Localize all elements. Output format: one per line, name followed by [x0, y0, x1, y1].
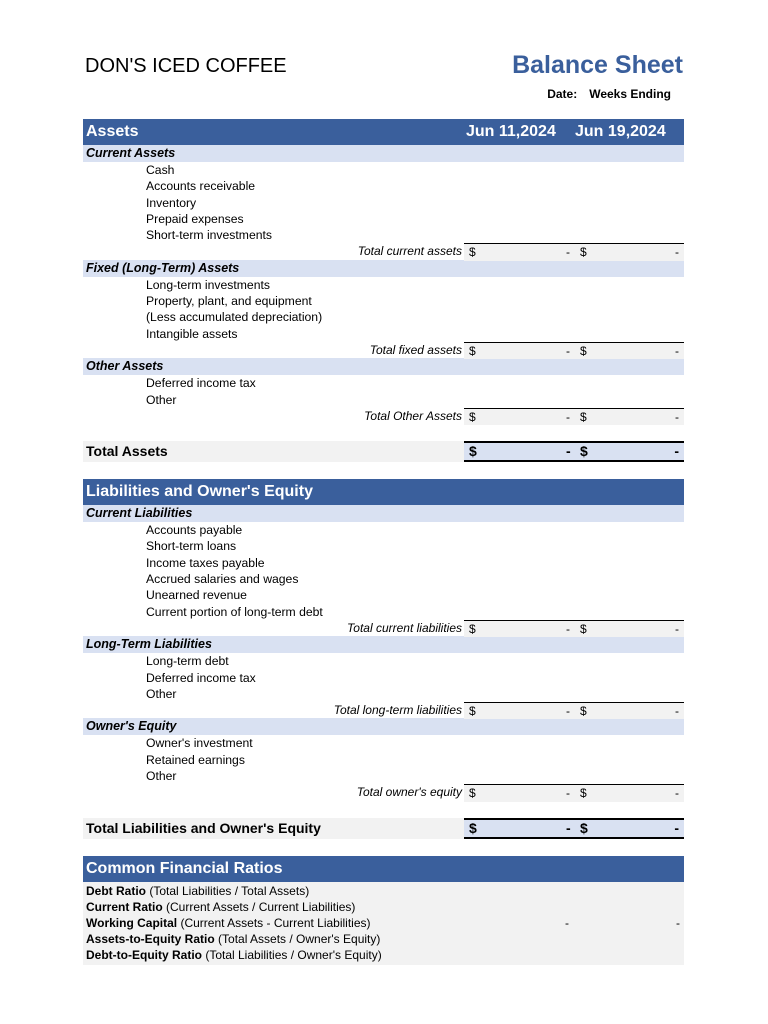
group-header: Long-Term Liabilities — [83, 636, 684, 653]
group-header: Owner's Equity — [83, 718, 684, 735]
subtotal-row — [83, 620, 684, 636]
date-label: Date: — [547, 87, 578, 101]
currency-symbol: $ — [469, 443, 477, 460]
line-item: Short-term loans — [146, 539, 237, 554]
line-item: Long-term investments — [146, 277, 270, 292]
value-col1: - — [566, 704, 570, 719]
currency-symbol: $ — [469, 621, 476, 636]
ratio-formula: (Current Assets / Current Liabilities) — [162, 899, 356, 914]
currency-symbol: $ — [580, 443, 588, 460]
subtotal-row — [83, 408, 684, 424]
section-header — [83, 856, 684, 882]
line-item: Other — [146, 686, 177, 701]
section-header — [83, 119, 684, 145]
value-col2: - — [675, 786, 679, 801]
grand-total-label: Total Liabilities and Owner's Equity — [86, 819, 321, 836]
ratio-value-col1: - — [565, 915, 569, 930]
currency-symbol: $ — [580, 819, 588, 836]
total-values — [464, 243, 684, 260]
ratio-name: Current Ratio — [86, 899, 163, 914]
line-item: Income taxes payable — [146, 555, 265, 570]
value-col1: - — [566, 621, 570, 636]
ratio-formula: (Total Assets / Owner's Equity) — [214, 932, 381, 947]
group-header: Other Assets — [83, 358, 684, 375]
subtotal-label: Total Other Assets — [364, 408, 462, 423]
value-col2: - — [675, 621, 679, 636]
grand-total-label: Total Assets — [86, 443, 168, 460]
line-item: Intangible assets — [146, 326, 238, 341]
subtotal-label: Total owner's equity — [356, 785, 462, 800]
group-header: Current Assets — [83, 145, 684, 162]
value-col2: - — [674, 819, 679, 836]
subtotal-row — [83, 784, 684, 800]
ratio-formula: (Current Assets - Current Liabilities) — [177, 915, 371, 930]
currency-symbol: $ — [469, 343, 476, 358]
ratio-formula: (Total Liabilities / Owner's Equity) — [202, 948, 382, 963]
value-col1: - — [566, 786, 570, 801]
subtotal-row — [83, 243, 684, 259]
currency-symbol: $ — [469, 704, 476, 719]
currency-symbol: $ — [580, 704, 587, 719]
subtotal-row — [83, 342, 684, 358]
line-item: (Less accumulated depreciation) — [146, 310, 323, 325]
section-title: Common Financial Ratios — [86, 859, 283, 877]
column-header: Jun 19,2024 — [575, 123, 666, 140]
value-col1: - — [566, 443, 571, 460]
line-item: Property, plant, and equipment — [146, 294, 312, 309]
value-col1: - — [566, 245, 570, 260]
value-col2: - — [675, 409, 679, 424]
group-header: Fixed (Long-Term) Assets — [83, 260, 684, 277]
section-header — [83, 479, 684, 505]
ratio-name: Assets-to-Equity Ratio — [86, 932, 215, 947]
value-col1: - — [566, 409, 570, 424]
subtotal-label: Total current assets — [357, 244, 462, 259]
line-item: Accounts payable — [146, 523, 243, 538]
currency-symbol: $ — [469, 819, 477, 836]
line-item: Short-term investments — [146, 228, 272, 243]
line-item: Accounts receivable — [146, 179, 256, 194]
ratio-name: Debt-to-Equity Ratio — [86, 948, 202, 963]
line-item: Deferred income tax — [146, 670, 256, 685]
ratio-row — [83, 931, 684, 947]
ratio-formula: (Total Liabilities / Total Assets) — [146, 883, 310, 898]
line-item: Accrued salaries and wages — [146, 572, 299, 587]
ratio-row — [83, 883, 684, 899]
value-col2: - — [675, 343, 679, 358]
currency-symbol: $ — [469, 409, 476, 424]
subtotal-label: Total fixed assets — [369, 342, 462, 357]
ratio-row — [83, 915, 684, 931]
currency-symbol: $ — [580, 245, 587, 260]
currency-symbol: $ — [469, 245, 476, 260]
total-values — [464, 441, 684, 462]
line-item: Owner's investment — [146, 736, 253, 751]
currency-symbol: $ — [580, 409, 587, 424]
ratio-value-col2: - — [676, 915, 680, 930]
grand-total-row — [83, 818, 684, 839]
total-values — [464, 408, 684, 425]
section-title: Assets — [86, 123, 139, 140]
value-col2: - — [674, 443, 679, 460]
ratio-row — [83, 947, 684, 963]
value-col1: - — [566, 343, 570, 358]
ratio-row — [83, 899, 684, 915]
line-item: Long-term debt — [146, 654, 229, 669]
group-header: Current Liabilities — [83, 505, 684, 522]
currency-symbol: $ — [580, 786, 587, 801]
date-row — [547, 87, 671, 101]
total-values — [464, 784, 684, 801]
total-values — [464, 702, 684, 719]
line-item: Current portion of long-term debt — [146, 604, 323, 619]
currency-symbol: $ — [580, 343, 587, 358]
ratio-name: Working Capital — [86, 915, 178, 930]
currency-symbol: $ — [469, 786, 476, 801]
company-name: DON'S ICED COFFEE — [85, 55, 287, 77]
value-col1: - — [566, 819, 571, 836]
value-col2: - — [675, 704, 679, 719]
subtotal-label: Total long-term liabilities — [333, 703, 462, 718]
page-title: Balance Sheet — [512, 51, 683, 79]
line-item: Inventory — [146, 195, 197, 210]
ratio-name: Debt Ratio — [86, 883, 146, 898]
line-item: Other — [146, 769, 177, 784]
line-item: Prepaid expenses — [146, 211, 244, 226]
balance-sheet-table — [83, 119, 684, 965]
subtotal-label: Total current liabilities — [347, 620, 462, 635]
grand-total-row — [83, 441, 684, 462]
line-item: Other — [146, 392, 177, 407]
line-item: Cash — [146, 163, 175, 177]
ratios-list — [83, 882, 684, 965]
line-item: Unearned revenue — [146, 588, 247, 603]
line-item: Deferred income tax — [146, 376, 256, 391]
value-col2: - — [675, 245, 679, 260]
subtotal-row — [83, 702, 684, 718]
section-title: Liabilities and Owner's Equity — [86, 483, 313, 501]
column-header: Jun 11,2024 — [466, 123, 556, 140]
date-value: Weeks Ending — [589, 87, 671, 101]
currency-symbol: $ — [580, 621, 587, 636]
total-values — [464, 620, 684, 637]
total-values — [464, 818, 684, 839]
total-values — [464, 342, 684, 359]
line-item: Retained earnings — [146, 752, 245, 767]
